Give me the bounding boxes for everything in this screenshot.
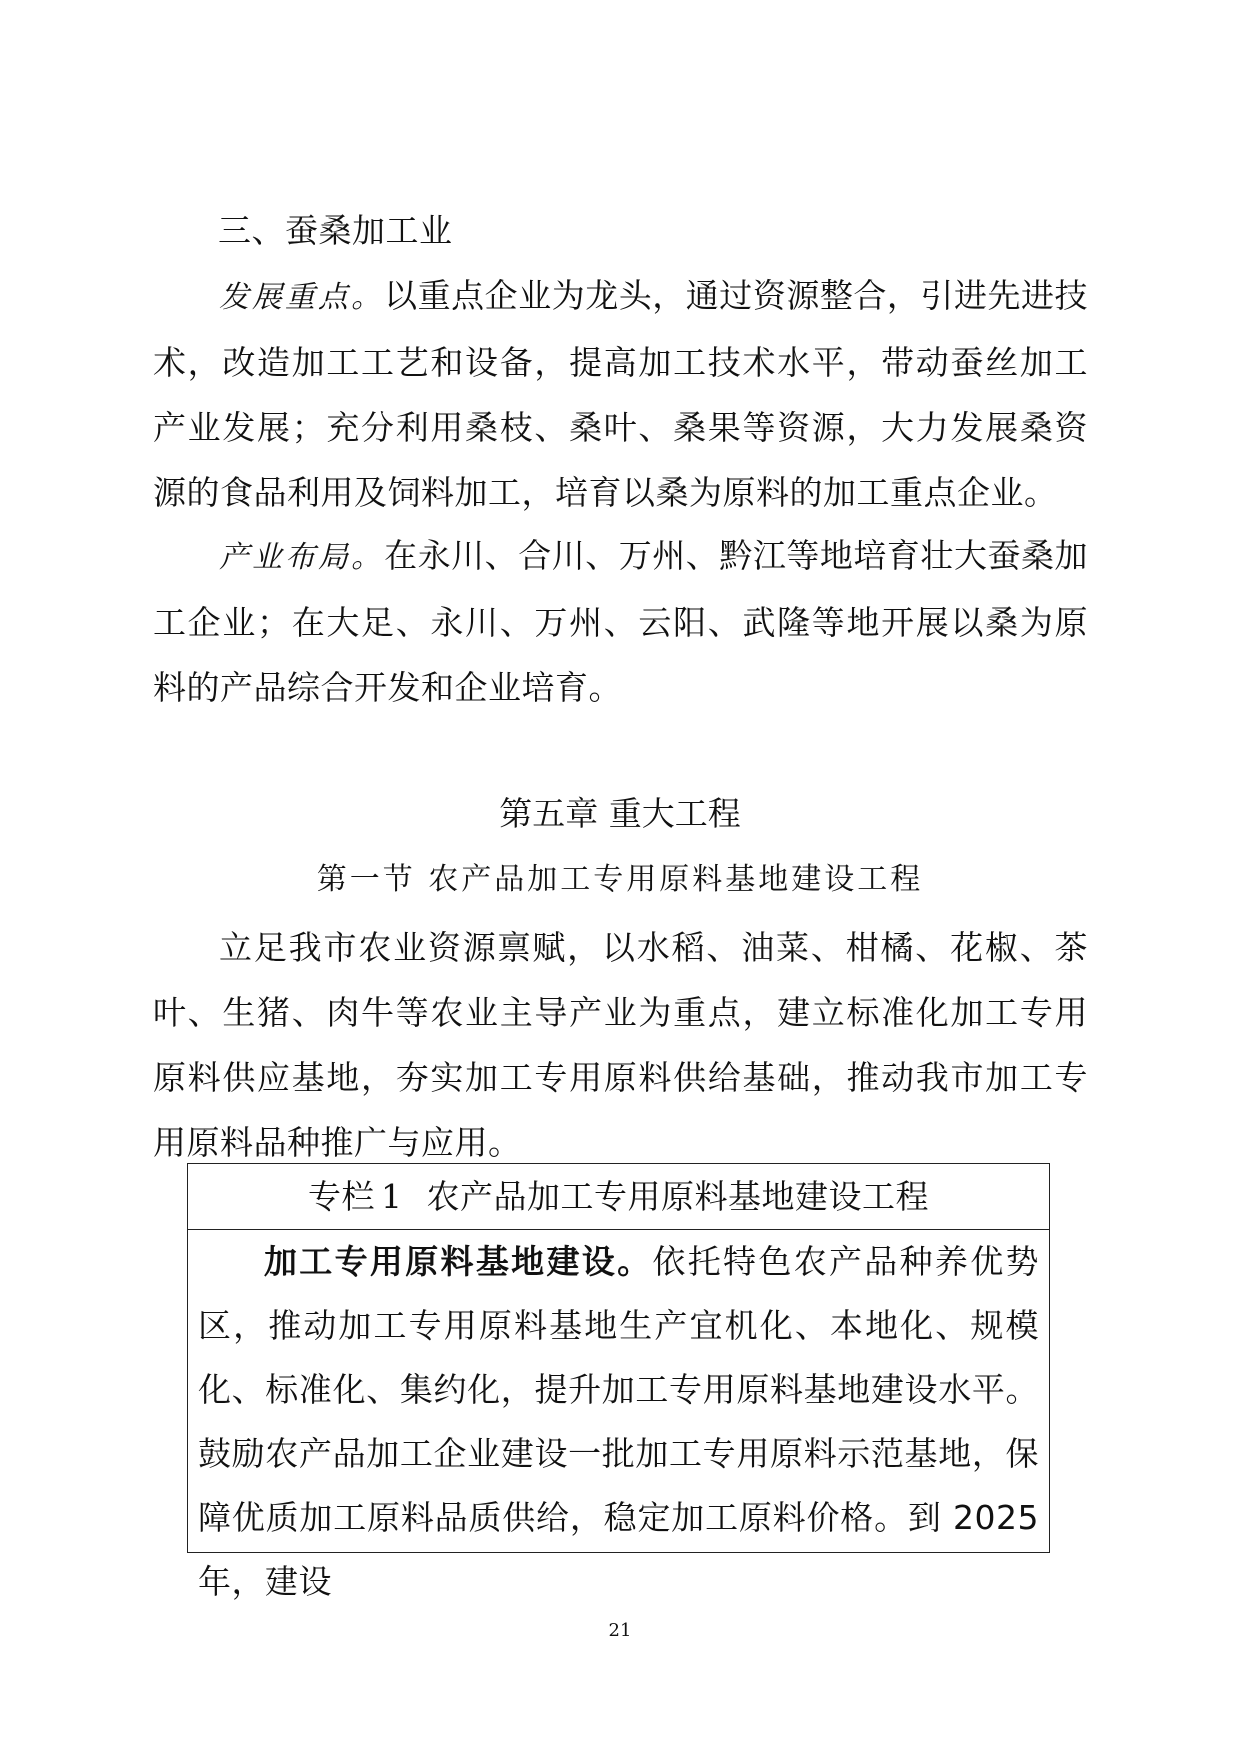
column-box-heading: 农产品加工专用原料基地建设工程	[426, 1177, 929, 1216]
column-box-text: 依托特色农产品种养优势区，推动加工专用原料基地生产宜机化、本地化、规模化、标准化、集约化，提升加工专用原料基地建设水平。鼓励农产品加工企业建设一批加工专用原料示范基地，保障优质加工原料品质供给，稳定加工原料价格。到 2025 年，建设	[198, 1242, 1040, 1601]
column-box-bold-lead: 加工专用原料基地建设。	[264, 1242, 653, 1281]
chapter-title: 第五章 重大工程	[499, 794, 741, 833]
column-box-number: 1	[381, 1177, 403, 1216]
paragraph-development-focus	[153, 263, 1088, 525]
column-box-title	[188, 1164, 1049, 1230]
page-number: 21	[608, 1620, 632, 1641]
intro-paragraph: 立足我市农业资源禀赋，以水稻、油菜、柑橘、花椒、茶叶、生猪、肉牛等农业主导产业为重点，建立标准化加工专用原料供应基地，夯实加工专用原料供给基础，推动我市加工专用原料品种推广与应用。	[153, 928, 1088, 1162]
column-box-label: 专栏	[308, 1177, 375, 1216]
paragraph-lead: 产业布局。	[219, 540, 385, 575]
paragraph-text: 在永川、合川、万州、黔江等地培育壮大蚕桑加工企业；在大足、永川、万州、云阳、武隆等地开展以桑为原料的产品综合开发和企业培育。	[153, 536, 1089, 707]
paragraph-text: 以重点企业为龙头，通过资源整合，引进先进技术，改造加工工艺和设备，提高加工技术水平，带动蚕丝加工产业发展；充分利用桑枝、桑叶、桑果等资源，大力发展桑资源的食品利用及饲料加工，培育以桑为原料的加工重点企业。	[153, 276, 1089, 512]
section-title: 第一节 农产品加工专用原料基地建设工程	[316, 862, 924, 897]
column-box	[187, 1163, 1050, 1601]
paragraph-industry-layout	[153, 523, 1088, 720]
paragraph-lead: 发展重点。	[219, 280, 385, 315]
section-heading: 三、蚕桑加工业	[218, 211, 453, 250]
column-box-body	[188, 1230, 1049, 1614]
